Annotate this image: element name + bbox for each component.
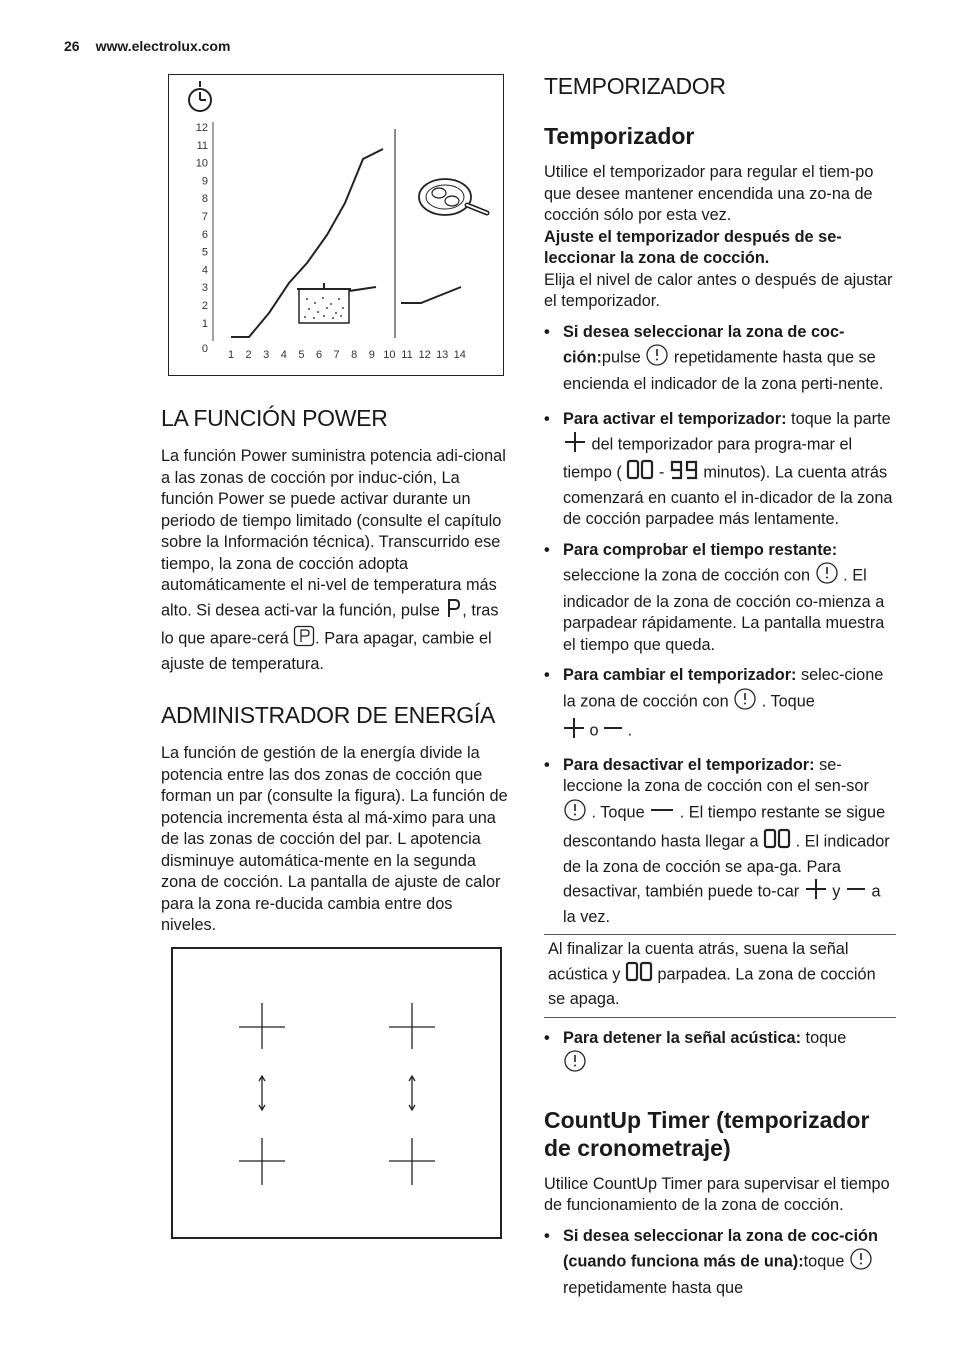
cooking-zones-diagram xyxy=(173,949,500,1237)
list-item: • Para comprobar el tiempo restante: seleccione la zona de cocción con . El indicador de la zona de cocción co-mienza a parpadear rápidamente. La pantalla muestra el tiempo que queda. xyxy=(544,540,896,657)
y-tick-label: 6 xyxy=(201,228,208,241)
y-tick-label: 11 xyxy=(196,139,208,152)
signal-steps xyxy=(544,1028,896,1080)
timer-heading: Temporizador xyxy=(544,123,695,149)
p-icon xyxy=(444,597,462,626)
x-tick-label: 3 xyxy=(263,349,270,361)
list-item: • Para desactivar el temporizador: se-leccione la zona de cocción con el sen-sor . Toque . El tiempo restante se sigue descontando hasta llegar a . El indicador de la zona de cocción se apa-ga. Para desactivar, también puede to-car y a la vez. xyxy=(544,755,896,929)
y-tick-label: 8 xyxy=(201,193,208,206)
plus-icon xyxy=(563,431,587,460)
y-tick-label: 9 xyxy=(201,175,208,188)
x-tick-label: 6 xyxy=(315,349,323,361)
x-tick-label: 14 xyxy=(453,349,466,361)
plus-icon xyxy=(563,717,585,746)
x-tick-label: 7 xyxy=(333,349,340,361)
y-tick-label: 3 xyxy=(201,282,208,295)
timer-steps xyxy=(544,322,896,929)
power-heading: LA FUNCIÓN POWER xyxy=(161,405,388,431)
power-chart xyxy=(169,75,502,374)
digits-00-icon xyxy=(626,459,654,488)
x-tick-label: 9 xyxy=(368,349,375,361)
countup-heading: CountUp Timer (temporizador de cronometraje) xyxy=(544,1106,870,1161)
website: www.electrolux.com xyxy=(95,38,231,54)
x-tick-label: 5 xyxy=(298,349,305,361)
timer-icon xyxy=(563,1049,587,1080)
timer-icon xyxy=(815,561,839,592)
x-tick-label: 8 xyxy=(351,349,358,361)
digits-99-icon xyxy=(669,459,699,488)
y-tick-label: 2 xyxy=(201,300,208,312)
list-item: • Si desea seleccionar la zona de coc-ción:pulse repetidamente hasta que se encienda el indicador de la zona perti-nente. xyxy=(544,322,896,396)
countup-steps xyxy=(544,1226,896,1300)
x-tick-label: 2 xyxy=(245,349,252,361)
timer-icon xyxy=(733,687,757,718)
x-tick-label: 4 xyxy=(280,349,287,361)
pan-icon xyxy=(419,179,487,215)
y-tick-label: 12 xyxy=(195,122,208,134)
timer-intro-2: Elija el nivel de calor antes o después de ajustar el temporizador. xyxy=(544,270,893,310)
minus-icon xyxy=(845,878,867,907)
reduced-curve xyxy=(401,287,461,303)
timer-icon xyxy=(563,798,587,829)
minus-icon xyxy=(603,717,623,746)
x-tick-label: 11 xyxy=(401,349,413,361)
y-tick-label: 5 xyxy=(201,246,208,259)
energy-figure xyxy=(171,947,502,1239)
p-display-icon xyxy=(293,625,315,654)
y-tick-label: 10 xyxy=(195,157,208,170)
left-column xyxy=(161,404,511,937)
timer-icon xyxy=(189,81,211,111)
list-item: • Para cambiar el temporizador: selec-cione la zona de cocción con . Toque o . xyxy=(544,665,896,746)
x-tick-label: 10 xyxy=(383,349,396,361)
energy-paragraph: La función de gestión de la energía divide la potencia entre las dos zonas de cocción que forman un par (consulte la figura). La función de potencia incrementa ésta al má-ximo para una de las zonas de cocción del par. L apotencia disminuye automática-mente en la segunda zona de cocción. La pantalla de ajuste de calor para la zona re-ducida cambia entre dos niveles. xyxy=(161,744,508,934)
section-heading: TEMPORIZADOR xyxy=(544,73,726,99)
page-number: 26 xyxy=(64,38,80,54)
y-tick-label: 7 xyxy=(201,211,208,223)
timer-intro: Utilice el temporizador para regular el tiem-po que desee mantener encendida una zo-na de cocción sólo por esta vez. xyxy=(544,163,874,224)
page-header xyxy=(64,38,246,54)
pot-icon xyxy=(297,283,376,323)
x-tick-label: 12 xyxy=(418,349,431,361)
timer-intro-bold: Ajuste el temporizador después de se-leccionar la zona de cocción. xyxy=(544,227,842,267)
digits-00-icon xyxy=(763,828,791,857)
energy-heading: ADMINISTRADOR DE ENERGÍA xyxy=(161,702,496,728)
right-column xyxy=(544,72,896,1308)
x-tick-label: 1 xyxy=(227,349,235,361)
power-paragraph: La función Power suministra potencia adi-cional a las zonas de cocción por induc-ción, La función Power se puede activar durante un periodo de tiempo limitado (consulte el capítulo sobre la Información técnica). Transcurrido ese tiempo, la zona de cocción adopta automáticamente el ni-vel de temperatura más alto. Si desea acti-var la función, pulse , tras lo que apare-cerá . Para apagar, cambie el ajuste de temperatura. xyxy=(161,447,506,673)
y-tick-label: 4 xyxy=(201,264,208,277)
x-tick-label: 13 xyxy=(436,349,449,361)
timer-icon xyxy=(645,343,669,374)
note-box: Al finalizar la cuenta atrás, suena la señal acústica y parpadea. La zona de cocción se apaga. xyxy=(544,934,896,1018)
y-tick-label: 0 xyxy=(201,343,208,355)
list-item: • Para detener la señal acústica: toque xyxy=(544,1028,896,1080)
countup-intro: Utilice CountUp Timer para supervisar el tiempo de funcionamiento de la zona de cocción. xyxy=(544,1174,890,1214)
list-item: • Para activar el temporizador: toque la parte del temporizador para progra-mar el tiempo ( - minutos). La cuenta atrás comenzará en cuanto el in-dicador de la zona de cocción parpadee más lentamente. xyxy=(544,409,896,531)
power-figure xyxy=(168,74,504,376)
list-item: • Si desea seleccionar la zona de coc-ción (cuando funciona más de una):toque repetidamente hasta que xyxy=(544,1226,896,1300)
y-tick-label: 1 xyxy=(201,317,208,330)
minus-icon xyxy=(649,799,675,828)
plus-icon xyxy=(804,878,828,907)
digits-00-icon xyxy=(625,961,653,990)
timer-icon xyxy=(849,1247,873,1278)
